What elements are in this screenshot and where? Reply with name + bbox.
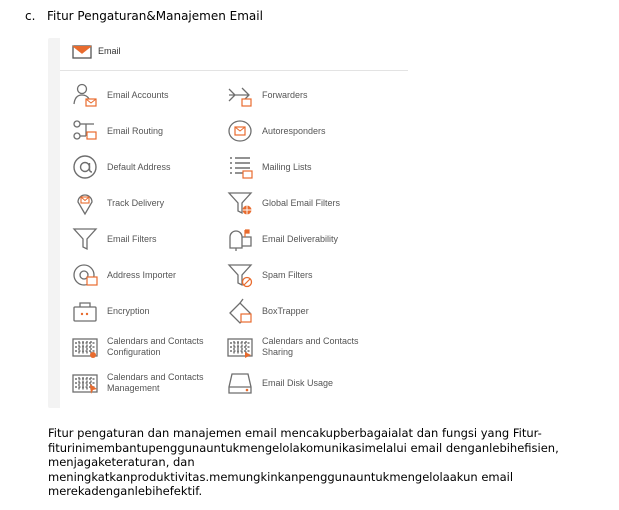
email-tool-address-importer[interactable] [72,262,222,292]
global-funnel-icon [227,190,253,216]
envelope-icon [72,44,92,60]
email-panel-title: Email [98,46,121,56]
email-tool-encryption[interactable] [72,298,222,328]
email-tool-label [262,126,326,137]
disk-icon [227,370,253,396]
section-marker: c. [25,9,36,23]
at-sign-icon [72,154,98,180]
email-tool-label [262,234,338,245]
email-tool-label-line: Email Deliverability [262,234,339,244]
email-tool-label-line: Calendars and Contacts [107,336,204,346]
email-tool-label-line: Email Routing [107,126,164,136]
description-paragraph [48,426,588,499]
calendar-share-icon [227,334,253,360]
email-tool-label [107,162,171,173]
email-tool-calendars-contacts-configuration[interactable] [72,334,222,364]
user-mail-icon [72,82,98,108]
email-tool-calendars-contacts-sharing[interactable] [227,334,377,364]
email-tool-label-line: Autoresponders [262,126,326,136]
email-tool-label-line: Management [107,383,160,393]
funnel-icon [72,226,98,252]
email-tool-track-delivery[interactable] [72,190,222,220]
email-tool-label [107,270,176,281]
email-tool-label-line: Forwarders [262,90,308,100]
lock-key-icon [72,298,98,324]
email-tool-label [262,198,340,209]
email-tool-label [107,90,169,101]
autoresponder-icon [227,118,253,144]
email-tool-spam-filters[interactable] [227,262,377,292]
email-tool-label [262,90,308,101]
email-tool-label-line: Sharing [262,347,294,357]
email-panel-screenshot [48,38,408,408]
calendar-grid-icon [72,334,98,360]
email-tool-label-line: Email Accounts [107,90,169,100]
paragraph-line: meningkatkanproduktivitas.memungkinkanpenggunauntukmengelolaakun email [48,469,514,484]
email-tool-calendars-contacts-management[interactable] [72,370,222,400]
email-tool-label-line: Encryption [107,306,150,316]
list-icon [227,154,253,180]
paragraph-line: Fitur pengaturan dan manajemen email mencakupberbagaialat dan fungsi yang Fitur- [48,426,542,440]
email-tool-label [107,234,157,245]
email-tool-label [262,336,359,358]
section-heading [25,9,263,23]
paragraph-line: menjagaketeraturan, dan [48,455,195,469]
email-tool-email-accounts[interactable] [72,82,222,112]
email-tool-label [107,372,204,394]
email-tool-label-line: Track Delivery [107,198,165,208]
routing-icon [72,118,98,144]
email-tool-label-line: Global Email Filters [262,198,341,208]
email-tool-autoresponders[interactable] [227,118,377,148]
email-tool-label [262,378,333,389]
email-tool-email-routing[interactable] [72,118,222,148]
email-tool-label [262,270,313,281]
email-tool-default-address[interactable] [72,154,222,184]
email-tool-forwarders[interactable] [227,82,377,112]
email-tool-email-deliverability[interactable] [227,226,377,256]
email-panel [60,38,408,408]
email-tool-label-line: Calendars and Contacts [262,336,359,346]
email-tool-label-line: Mailing Lists [262,162,312,172]
email-tool-label [107,306,150,317]
email-tool-label [107,126,163,137]
email-tool-label [107,198,164,209]
email-tool-label-line: Configuration [107,347,161,357]
email-tool-label [262,306,309,317]
map-pin-icon [72,190,98,216]
section-title: Fitur Pengaturan&Manajemen Email [47,9,263,23]
email-tool-label-line: Email Disk Usage [262,378,334,388]
box-trap-icon [227,298,253,324]
email-tool-label-line: Default Address [107,162,171,172]
mailbox-icon [227,226,253,252]
paragraph-line: merekadenganlebihefektif. [48,484,203,498]
email-tool-boxtrapper[interactable] [227,298,377,328]
email-tool-mailing-lists[interactable] [227,154,377,184]
at-import-icon [72,262,98,288]
calendar-grid-pointer-icon [72,370,98,396]
email-tool-label [262,162,312,173]
email-panel-header [60,38,408,71]
email-tool-label-line: Email Filters [107,234,157,244]
email-tool-label-line: Address Importer [107,270,177,280]
email-tool-label [107,336,204,358]
email-tool-email-filters[interactable] [72,226,222,256]
email-tool-email-disk-usage[interactable] [227,370,377,400]
forward-arrow-icon [227,82,253,108]
email-tool-label-line: BoxTrapper [262,306,309,316]
email-tool-label-line: Calendars and Contacts [107,372,204,382]
paragraph-line: fiturinimembantupenggunauntukmengelolakomunikasimelalui email denganlebihefisien, [48,440,559,455]
email-tool-label-line: Spam Filters [262,270,313,280]
spam-funnel-icon [227,262,253,288]
email-tool-global-email-filters[interactable] [227,190,377,220]
